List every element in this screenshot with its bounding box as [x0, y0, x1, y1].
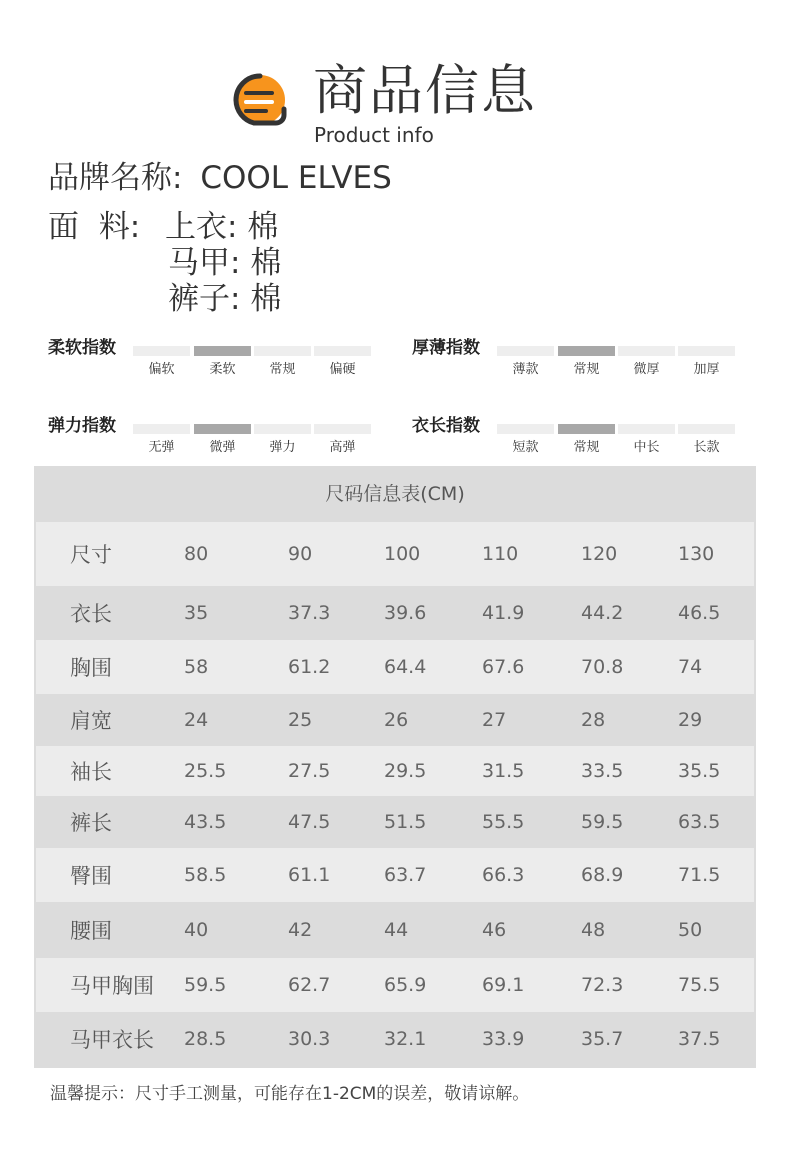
table-cell: 55.5: [482, 811, 525, 833]
table-cell: 28.5: [184, 1028, 227, 1050]
table-cell: 37.5: [678, 1028, 721, 1050]
row-label-cell: 臀围: [70, 864, 112, 888]
table-cell: 59.5: [581, 811, 624, 833]
table-cell: 72.3: [581, 974, 624, 996]
index-option-label: 常规: [573, 440, 600, 455]
table-cell: 110: [482, 543, 519, 565]
page-subtitle: Product info: [314, 123, 434, 147]
table-cell: 46.5: [678, 602, 721, 624]
index-option-label: 无弹: [148, 440, 175, 455]
table-cell: 120: [581, 543, 618, 565]
table-cell: 37.3: [288, 602, 331, 624]
brand-label: 品牌名称:: [48, 160, 183, 196]
fabric-index-title: 厚薄指数: [412, 338, 480, 358]
table-cell: 33.9: [482, 1028, 525, 1050]
table-cell: 74: [678, 656, 703, 678]
table-row: [36, 694, 754, 746]
index-option-label: 长款: [693, 440, 720, 455]
row-label-cell: 裤长: [70, 811, 112, 835]
material-part: 马甲: [168, 245, 230, 281]
table-cell: 44.2: [581, 602, 624, 624]
index-option-label: 常规: [573, 362, 600, 377]
row-label-cell: 胸围: [70, 656, 112, 680]
table-cell: 27: [482, 709, 507, 731]
index-option-label: 弹力: [269, 440, 296, 455]
row-label-cell: 袖长: [70, 760, 112, 784]
table-row: [36, 746, 754, 796]
table-cell: 35.5: [678, 760, 721, 782]
table-cell: 61.1: [288, 864, 331, 886]
row-label-cell: 腰围: [70, 919, 112, 943]
table-cell: 68.9: [581, 864, 624, 886]
material-value: 棉: [247, 209, 279, 245]
index-bar: [254, 346, 311, 356]
table-cell: 29.5: [384, 760, 427, 782]
measurement-note: 温馨提示：尺寸手工测量，可能存在1-2CM的误差，敬请谅解。: [50, 1084, 530, 1104]
table-cell: 100: [384, 543, 421, 565]
brand-value: COOL ELVES: [200, 160, 392, 196]
table-cell: 32.1: [384, 1028, 427, 1050]
index-bar: [133, 346, 190, 356]
material-value: 棉: [250, 281, 282, 317]
table-cell: 25: [288, 709, 313, 731]
table-row: [36, 796, 754, 848]
index-bar: [314, 424, 371, 434]
index-bar-selected: [558, 346, 615, 356]
index-option-label: 微弹: [209, 440, 236, 455]
table-cell: 35.7: [581, 1028, 624, 1050]
row-label-cell: 衣长: [70, 602, 112, 626]
table-cell: 33.5: [581, 760, 624, 782]
table-cell: 50: [678, 919, 703, 941]
fabric-index-title: 柔软指数: [48, 338, 116, 358]
table-cell: 30.3: [288, 1028, 331, 1050]
table-cell: 69.1: [482, 974, 525, 996]
table-cell: 75.5: [678, 974, 721, 996]
material-item: [168, 243, 281, 283]
table-row: [36, 958, 754, 1012]
material-part: 裤子: [168, 281, 230, 317]
document-circle-icon: [226, 70, 294, 134]
row-label-cell: 马甲胸围: [70, 974, 154, 998]
table-cell: 63.5: [678, 811, 721, 833]
size-table-caption: 尺码信息表(CM): [325, 483, 465, 505]
table-cell: 39.6: [384, 602, 427, 624]
table-cell: 65.9: [384, 974, 427, 996]
index-option-label: 常规: [269, 362, 296, 377]
material-item: [165, 207, 278, 247]
index-option-label: 短款: [512, 440, 539, 455]
table-cell: 66.3: [482, 864, 525, 886]
material-colon: :: [227, 209, 248, 245]
table-cell: 43.5: [184, 811, 227, 833]
product-info-header: [0, 0, 790, 160]
fabric-index-title: 弹力指数: [48, 416, 116, 436]
index-option-label: 微厚: [633, 362, 660, 377]
brand-line: [48, 158, 392, 198]
table-cell: 31.5: [482, 760, 525, 782]
table-cell: 41.9: [482, 602, 525, 624]
index-bar: [254, 424, 311, 434]
table-cell: 26: [384, 709, 409, 731]
index-option-label: 薄款: [512, 362, 539, 377]
fabric-index: [48, 336, 408, 396]
table-cell: 47.5: [288, 811, 331, 833]
table-cell: 48: [581, 919, 606, 941]
index-option-label: 偏硬: [329, 362, 356, 377]
table-cell: 51.5: [384, 811, 427, 833]
index-bar: [618, 346, 675, 356]
index-bar-selected: [194, 424, 251, 434]
table-cell: 28: [581, 709, 606, 731]
index-option-label: 加厚: [693, 362, 720, 377]
table-cell: 70.8: [581, 656, 624, 678]
material-item: [168, 279, 281, 319]
table-cell: 25.5: [184, 760, 227, 782]
table-cell: 61.2: [288, 656, 331, 678]
table-row: [36, 1012, 754, 1066]
table-cell: 90: [288, 543, 313, 565]
table-cell: 40: [184, 919, 209, 941]
fabric-index: [412, 336, 772, 396]
table-cell: 35: [184, 602, 209, 624]
table-cell: 67.6: [482, 656, 525, 678]
index-bar: [678, 424, 735, 434]
row-label-cell: 尺寸: [70, 543, 112, 567]
table-cell: 64.4: [384, 656, 427, 678]
table-row: [36, 586, 754, 640]
table-cell: 80: [184, 543, 209, 565]
table-cell: 44: [384, 919, 409, 941]
index-bar-selected: [194, 346, 251, 356]
row-label-cell: 肩宽: [70, 709, 112, 733]
index-bar: [618, 424, 675, 434]
index-bar: [497, 346, 554, 356]
material-colon: :: [230, 281, 251, 317]
size-table: [34, 466, 756, 1068]
material-value: 棉: [250, 245, 282, 281]
material-label: 面 料:: [48, 209, 141, 245]
table-cell: 46: [482, 919, 507, 941]
fabric-index: [48, 414, 408, 474]
table-cell: 58.5: [184, 864, 227, 886]
table-cell: 63.7: [384, 864, 427, 886]
table-row: [36, 902, 754, 958]
table-cell: 27.5: [288, 760, 331, 782]
row-label-cell: 马甲衣长: [70, 1028, 154, 1052]
page-title: 商品信息: [313, 59, 537, 122]
table-row: [36, 848, 754, 902]
table-cell: 71.5: [678, 864, 721, 886]
table-row: [36, 640, 754, 694]
table-cell: 24: [184, 709, 209, 731]
index-option-label: 高弹: [329, 440, 356, 455]
index-bar: [314, 346, 371, 356]
table-cell: 130: [678, 543, 715, 565]
index-option-label: 偏软: [148, 362, 175, 377]
index-option-label: 柔软: [209, 362, 236, 377]
table-cell: 42: [288, 919, 313, 941]
material-colon: :: [230, 245, 251, 281]
table-cell: 59.5: [184, 974, 227, 996]
table-cell: 58: [184, 656, 209, 678]
index-bar: [678, 346, 735, 356]
index-bar-selected: [558, 424, 615, 434]
material-part: 上衣: [165, 209, 227, 245]
index-bar: [497, 424, 554, 434]
table-header-row: [36, 522, 754, 586]
table-cell: 62.7: [288, 974, 331, 996]
index-option-label: 中长: [633, 440, 660, 455]
table-cell: 29: [678, 709, 703, 731]
fabric-index-title: 衣长指数: [412, 416, 480, 436]
fabric-index: [412, 414, 772, 474]
index-bar: [133, 424, 190, 434]
